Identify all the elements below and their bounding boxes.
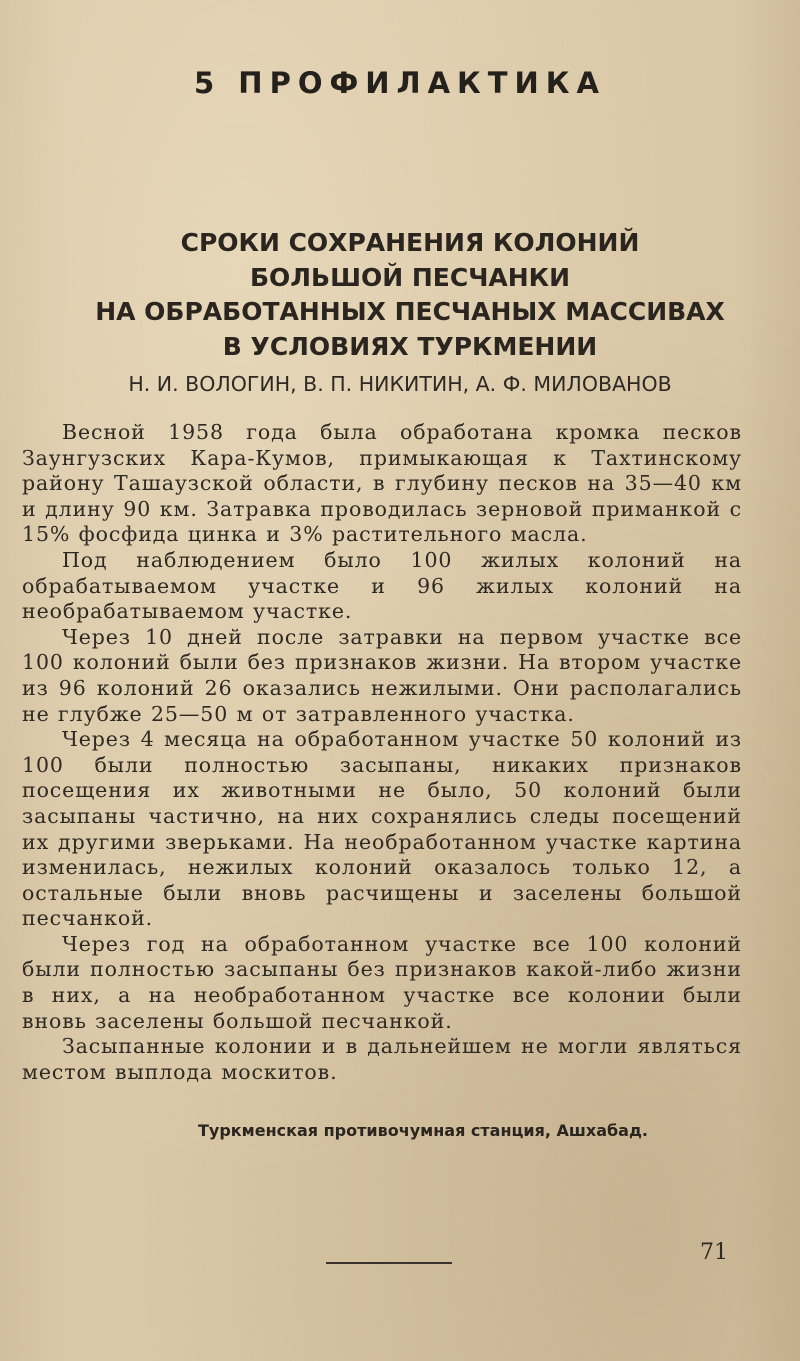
page-number: 71 [700, 1240, 728, 1265]
section-heading: 5 ПРОФИЛАКТИКА [194, 66, 606, 100]
body-paragraph: Весной 1958 года была обработана кромка песков Заунгузских Кара-Кумов, примыкающая к Тахтинскому району Ташаузской области, в глубину песков на 35—40 км и длину 90 км. Затравка проводилась зерновой приманкой с 15% фосфида цинка и 3% растительного масла. [22, 420, 742, 547]
authors-line: Н. И. ВОЛОГИН, В. П. НИКИТИН, А. Ф. МИЛОВАНОВ [128, 372, 672, 396]
article-body [22, 420, 742, 1085]
article-title-line: В УСЛОВИЯХ ТУРКМЕНИИ [222, 331, 598, 361]
article-title-line: БОЛЬШОЙ ПЕСЧАНКИ [249, 262, 571, 292]
body-paragraph: Через 4 месяца на обработанном участке 50 колоний из 100 были полностью засыпаны, никаких признаков посещения их животными не было, 50 колоний были засыпаны частично, на них сохранялись следы посещений их другими зверьками. На необработанном участке картина изменилась, нежилых колоний оказалось только 12, а остальные были вновь расчищены и заселены большой песчанкой. [22, 727, 742, 931]
affiliation-line: Туркменская противочумная станция, Ашхабад. [198, 1121, 648, 1140]
article-title-line: НА ОБРАБОТАННЫХ ПЕСЧАНЫХ МАССИВАХ [95, 297, 725, 326]
body-paragraph: Под наблюдением было 100 жилых колоний на обрабатываемом участке и 96 жилых колоний на необрабатываемом участке. [22, 547, 742, 624]
body-paragraph: Через 10 дней после затравки на первом участке все 100 колоний были без признаков жизни. На втором участке из 96 колоний 26 оказались нежилыми. Они располагались не глубже 25—50 м от затравленного участка. [22, 624, 742, 726]
body-paragraph: Через год на обработанном участке все 100 колоний были полностью засыпаны без признаков какой-либо жизни в них, а на необработанном участке все колонии были вновь заселены большой песчанкой. [22, 931, 742, 1033]
article-title [0, 226, 800, 364]
footer-rule [326, 1262, 452, 1264]
article-title-line: СРОКИ СОХРАНЕНИЯ КОЛОНИЙ [180, 228, 640, 257]
body-paragraph: Засыпанные колонии и в дальнейшем не могли являться местом выплода москитов. [22, 1034, 742, 1084]
